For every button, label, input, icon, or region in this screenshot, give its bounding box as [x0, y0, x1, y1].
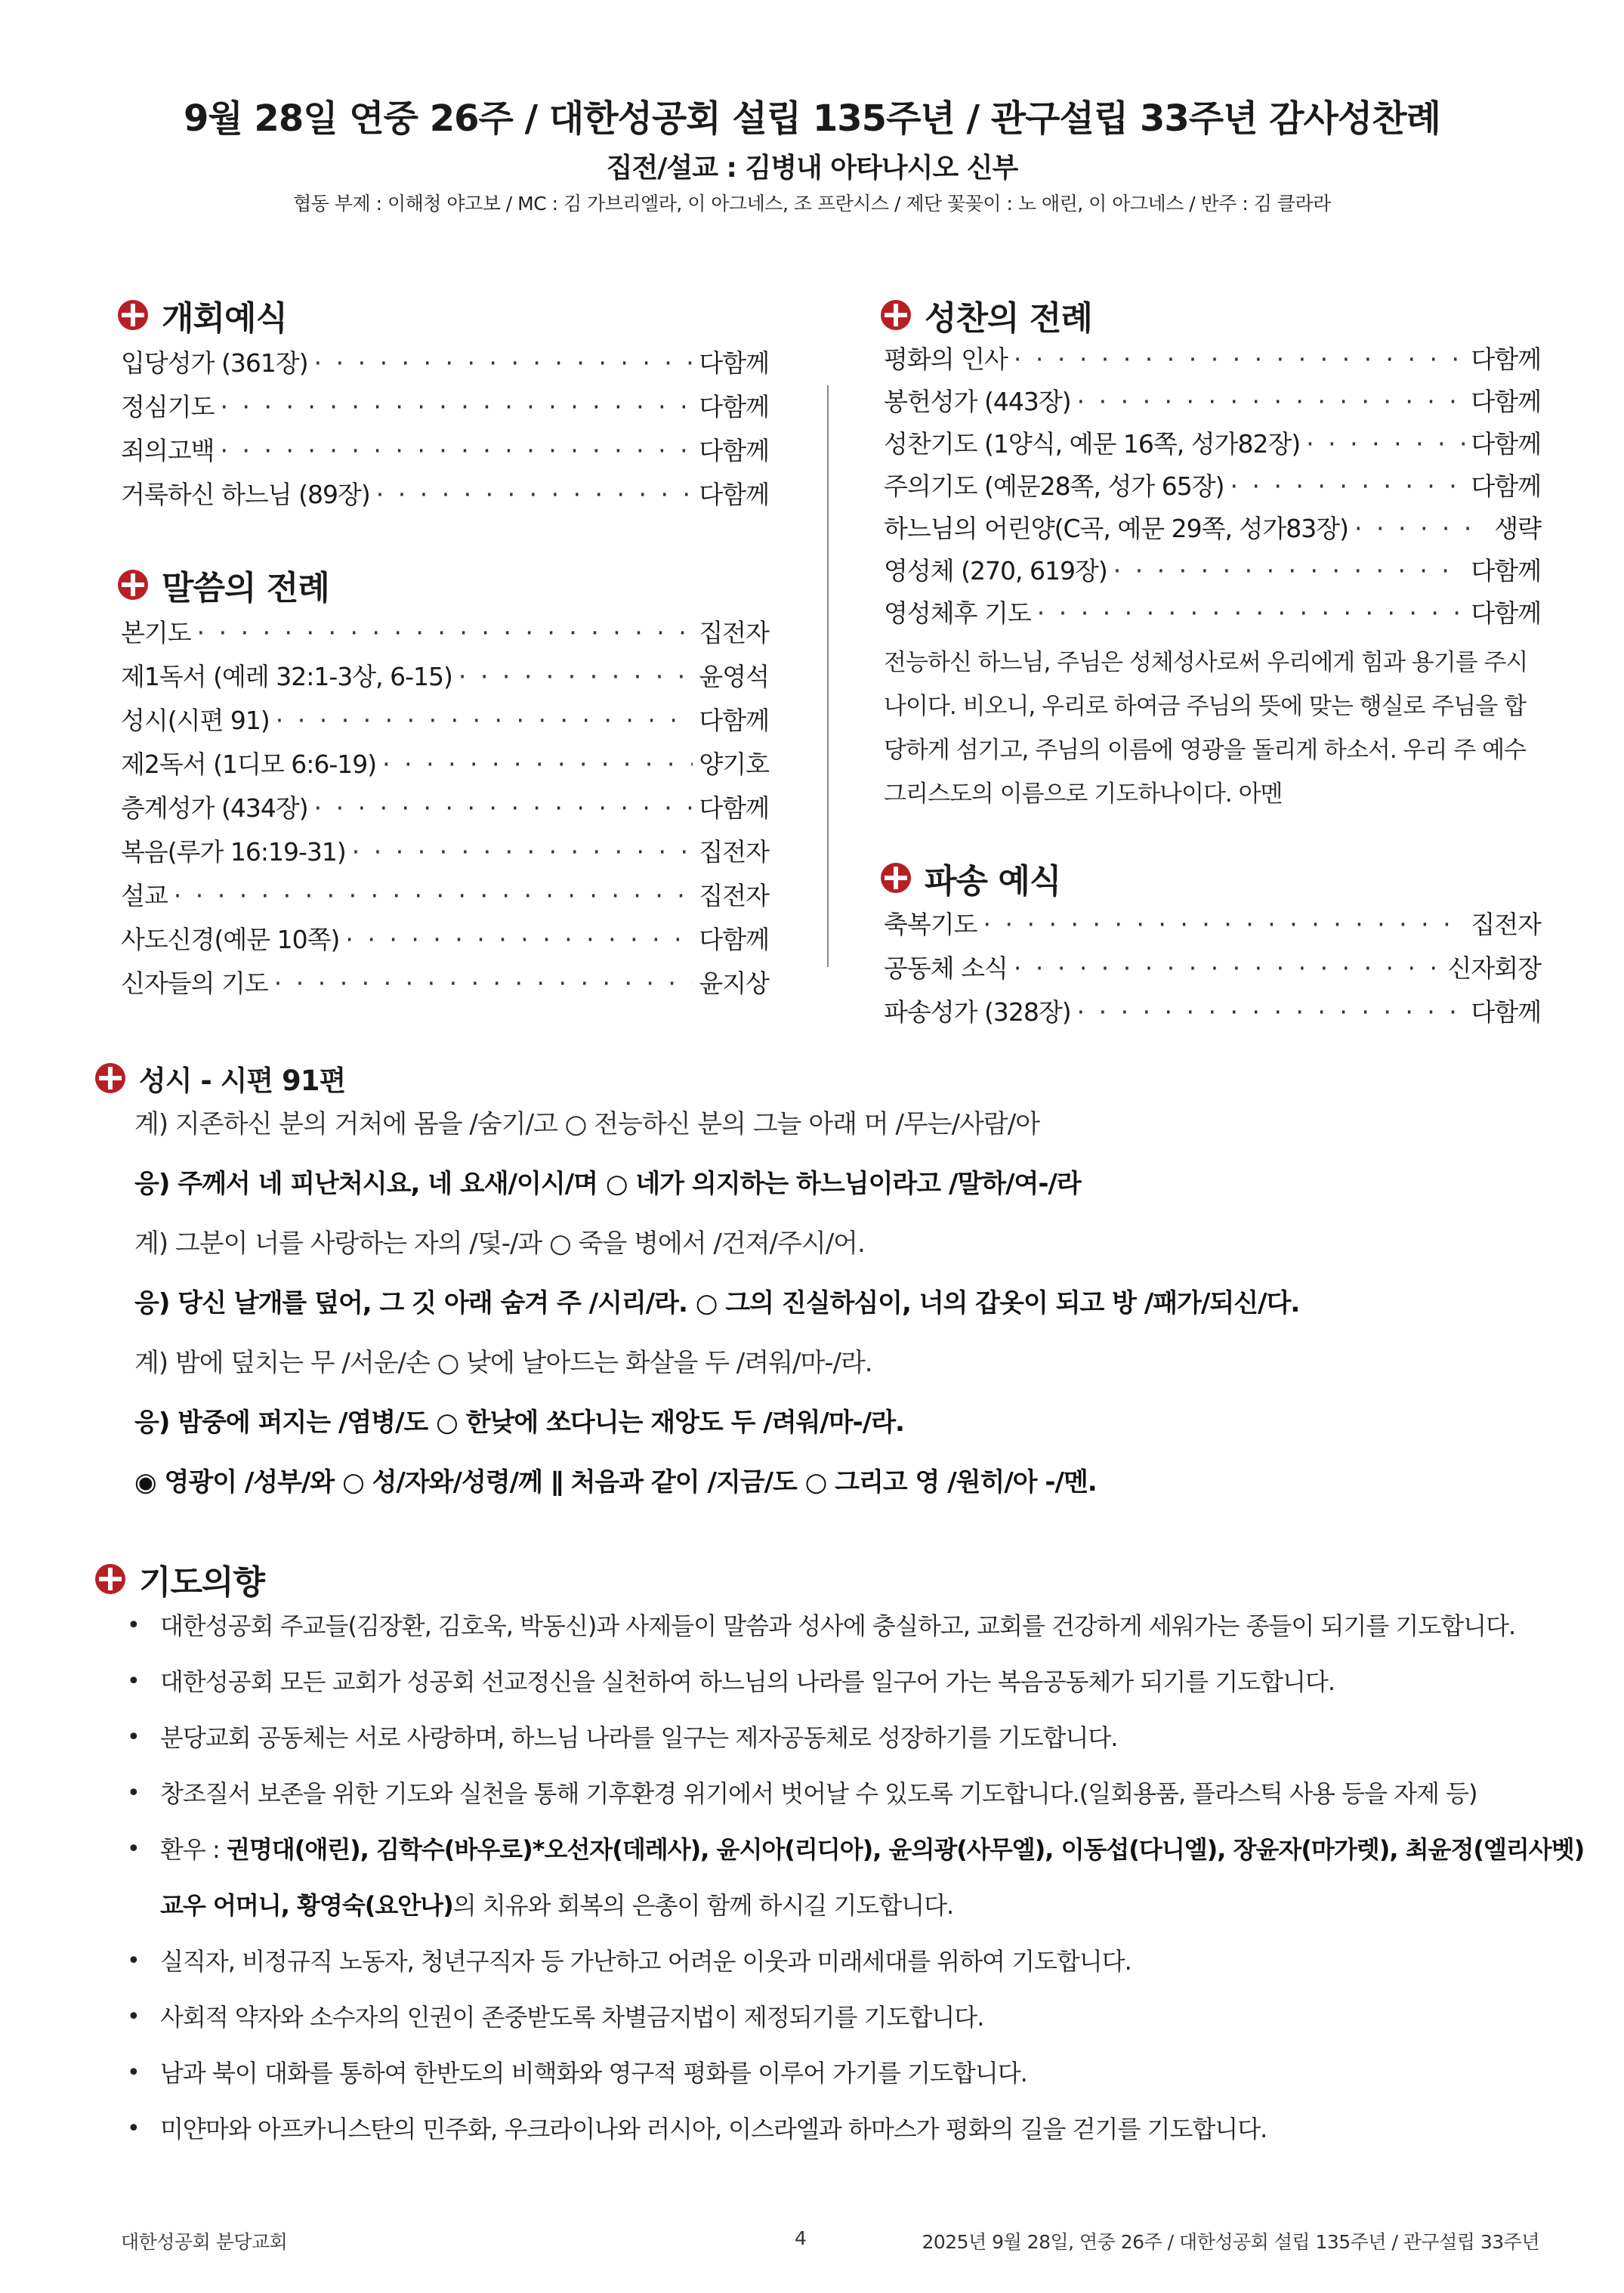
list-item: 제2독서 (1디모 6:6-19) · · · 양기호 — [121, 745, 769, 789]
list-item: 복음(루가 16:19-31) · · · 집전자 — [121, 833, 769, 876]
cross-icon — [881, 300, 911, 330]
list-item: • 남과 북이 대화를 통하여 한반도의 비핵화와 영구적 평화를 이루어 가기를 기도합니다. — [121, 2045, 1586, 2101]
opening-order-list — [121, 344, 769, 519]
footer-church: 대한성공회 분당교회 — [121, 2231, 288, 2253]
service-title: 9월 28일 연중 26주 / 대한성공회 설립 135주년 / 관구설립 33주년 감사성찬례 — [183, 97, 1441, 140]
section-title: 파송 예식 — [925, 862, 1061, 901]
section-title: 말씀의 전례 — [162, 569, 329, 607]
list-item: • 실직자, 비정규직 노동자, 청년구직자 등 가난하고 어려운 이웃과 미래세대를 위하여 기도합니다. — [121, 1933, 1586, 1989]
list-item: 입당성가 (361장) · · · 다함께 — [121, 344, 769, 388]
section-heading-word — [118, 561, 329, 609]
section-title: 개회예식 — [162, 299, 288, 338]
psalm-line: 응) 당신 날개를 덮어, 그 깃 아래 숨겨 주 /시리/라. ○ 그의 진실하심이, 너의 갑옷이 되고 방 /패가/되신/다. — [134, 1288, 1300, 1318]
prayer-intentions-list — [121, 1598, 1586, 2157]
list-item: 파송성가 (328장) · · · 다함께 — [884, 993, 1541, 1037]
list-item: • 분당교회 공동체는 서로 사랑하며, 하느님 나라를 일구는 제자공동체로 성장하기를 기도합니다. — [121, 1710, 1586, 1766]
footer-date: 2025년 9월 28일, 연중 26주 / 대한성공회 설립 135주년 / 관구설립 33주년 — [922, 2231, 1539, 2253]
patient-names: 권명대(애린), 김학수(바우로)*오선자(데레사), 윤시아(리디아), 윤의광(사무엘), 이동섭(다니엘), 장윤자(마가렛), 최윤정(엘리사벳) 교우 어머니, 황영숙(요안나) — [160, 1835, 1585, 1920]
cross-icon — [95, 1063, 125, 1093]
list-item: 성시(시편 91) · · · 다함께 — [121, 701, 769, 745]
credits-line: 협동 부제 : 이해청 야고보 / MC : 김 가브리엘라, 이 아그네스, 조 프란시스 / 제단 꽃꽂이 : 노 애린, 이 아그네스 / 반주 : 김 클라라 — [293, 193, 1331, 215]
list-item: 평화의 인사 · · · 다함께 — [884, 340, 1541, 382]
list-item: 본기도 · · · 집전자 — [121, 613, 769, 657]
list-item: • 대한성공회 모든 교회가 성공회 선교정신을 실천하여 하느님의 나라를 일구어 가는 복음공동체가 되기를 기도합니다. — [121, 1654, 1586, 1710]
list-item: 정심기도 · · · 다함께 — [121, 388, 769, 431]
list-item: 하느님의 어린양(C곡, 예문 29쪽, 성가83장) · · · 생략 — [884, 509, 1541, 552]
list-item: 제1독서 (예레 32:1-3상, 6-15) · · · 윤영석 — [121, 657, 769, 701]
section-heading-intentions — [95, 1555, 264, 1603]
list-item: • 사회적 약자와 소수자의 인권이 존중받도록 차별금지법이 제정되기를 기도합니다. — [121, 1989, 1586, 2045]
list-item: 설교 · · · 집전자 — [121, 876, 769, 920]
section-heading-dismissal — [881, 854, 1061, 902]
list-item: 죄의고백 · · · 다함께 — [121, 431, 769, 475]
section-title: 성찬의 전례 — [925, 299, 1092, 338]
cross-icon — [118, 570, 148, 600]
list-item: • 대한성공회 주교들(김장환, 김호욱, 박동신)과 사제들이 말씀과 성사에 충실하고, 교회를 건강하게 세워가는 종들이 되기를 기도합니다. — [121, 1598, 1586, 1654]
list-item: 사도신경(예문 10쪽) · · · 다함께 — [121, 920, 769, 964]
list-item: • 창조질서 보존을 위한 기도와 실천을 통해 기후환경 위기에서 벗어날 수 있도록 기도합니다.(일회용품, 플라스틱 사용 등을 자제 등) — [121, 1766, 1586, 1822]
psalm-line: 응) 주께서 네 피난처시요, 네 요새/이시/며 ○ 네가 의지하는 하느님이라고 /말하/여-/라 — [134, 1169, 1081, 1199]
column-divider — [827, 385, 829, 967]
section-title: 기도의향 — [139, 1563, 265, 1602]
psalm-line: 계) 지존하신 분의 거처에 몸을 /숨기/고 ○ 전능하신 분의 그늘 아래 머 /무는/사람/아 — [134, 1109, 1040, 1139]
psalm-text — [134, 1103, 1570, 1521]
list-item: 영성체후 기도 · · · 다함께 — [884, 594, 1541, 636]
page-number: 4 — [795, 2227, 807, 2249]
psalm-line: 계) 밤에 덮치는 무 /서운/손 ○ 낮에 날아드는 화살을 두 /려워/마-/라. — [134, 1348, 872, 1378]
list-item: 축복기도 · · · 집전자 — [884, 905, 1541, 949]
list-item: 성찬기도 (1양식, 예문 16쪽, 성가82장) · · · 다함께 — [884, 425, 1541, 467]
section-heading-psalm — [95, 1058, 345, 1099]
dismissal-order-list — [884, 905, 1541, 1037]
list-item: 주의기도 (예문28쪽, 성가 65장) · · · 다함께 — [884, 467, 1541, 509]
presider-line: 집전/설교 : 김병내 아타나시오 신부 — [606, 153, 1018, 184]
psalm-line: 계) 그분이 너를 사랑하는 자의 /덫-/과 ○ 죽을 병에서 /건져/주시/어. — [134, 1228, 865, 1259]
list-item: • 환우 : 권명대(애린), 김학수(바우로)*오선자(데레사), 윤시아(리디아), 윤의광(사무엘), 이동섭(다니엘), 장윤자(마가렛), 최윤정(엘리사벳) 교우 어머니, 황영숙(요안나)의 치유와 회복의 은총이 함께 하시길 기도합니다. — [121, 1822, 1586, 1933]
cross-icon — [118, 300, 148, 330]
section-heading-eucharist — [881, 291, 1092, 339]
psalm-line: ◉ 영광이 /성부/와 ○ 성/자와/성령/께 ∥ 처음과 같이 /지금/도 ○ 그리고 영 /원히/아 -/멘. — [134, 1467, 1097, 1497]
cross-icon — [95, 1564, 125, 1594]
section-heading-opening — [118, 291, 287, 339]
list-item: 영성체 (270, 619장) · · · 다함께 — [884, 552, 1541, 594]
list-item: 층계성가 (434장) · · · 다함께 — [121, 789, 769, 833]
cross-icon — [881, 863, 911, 893]
list-item: 공동체 소식 · · · 신자회장 — [884, 949, 1541, 993]
eucharist-order-list — [884, 340, 1541, 636]
list-item: • 미얀마와 아프카니스탄의 민주화, 우크라이나와 러시아, 이스라엘과 하마스가 평화의 길을 걷기를 기도합니다. — [121, 2101, 1586, 2157]
list-item: 신자들의 기도 · · · 윤지상 — [121, 964, 769, 1008]
post-communion-prayer: 전능하신 하느님, 주님은 성체성사로써 우리에게 힘과 용기를 주시나이다. 비오니, 우리로 하여금 주님의 뜻에 맞는 행실로 주님을 합당하게 섬기고, 주님의 이름에 영광을 돌리게 하소서. 우리 주 예수 그리스도의 이름으로 기도하나이다. 아멘 — [884, 649, 1528, 808]
psalm-line: 응) 밤중에 퍼지는 /염병/도 ○ 한낮에 쏘다니는 재앙도 두 /려워/마-/라. — [134, 1408, 904, 1438]
list-item: 봉헌성가 (443장) · · · 다함께 — [884, 382, 1541, 425]
section-title: 성시 - 시편 91편 — [139, 1065, 346, 1097]
word-order-list — [121, 613, 769, 1008]
list-item: 거룩하신 하느님 (89장) · · · 다함께 — [121, 475, 769, 519]
